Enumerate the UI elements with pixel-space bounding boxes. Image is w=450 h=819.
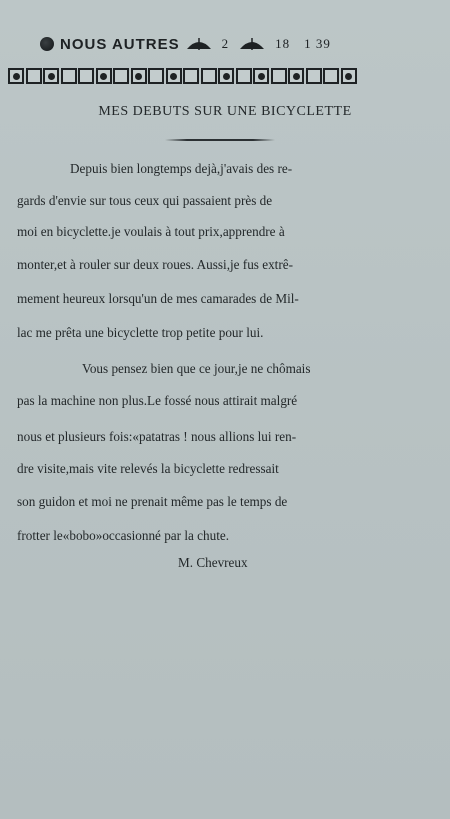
- border-dot: [13, 73, 20, 80]
- border-square: [166, 68, 182, 84]
- article-title: MES DEBUTS SUR UNE BICYCLETTE: [98, 104, 352, 119]
- bullet-logo-icon: [40, 37, 54, 51]
- article-line: dre visite,mais vite relevés la bicyclette redressait: [17, 461, 279, 476]
- issue-number: 2: [221, 36, 230, 51]
- author-signature: M. Chevreux: [178, 555, 248, 570]
- border-square: [61, 68, 77, 84]
- border-square: [26, 68, 42, 84]
- border-square: [271, 68, 287, 84]
- article-line: pas la machine non plus.Le fossé nous attirait malgré: [17, 393, 298, 408]
- article-line: lac me prêta une bicyclette trop petite pour lui.: [17, 325, 264, 340]
- article-line: moi en bicyclette.je voulais à tout prix,apprendre à: [17, 224, 285, 239]
- border-square: [183, 68, 199, 84]
- border-square: [218, 68, 234, 84]
- border-square: [78, 68, 94, 84]
- decorative-square-border: [8, 68, 357, 84]
- masthead: [40, 33, 335, 55]
- border-dot: [258, 73, 265, 80]
- masthead-title: NOUS AUTRES: [60, 35, 180, 53]
- border-dot: [48, 73, 55, 80]
- border-square: [113, 68, 129, 84]
- border-square: [253, 68, 269, 84]
- article-line: nous et plusieurs fois:«patatras ! nous allions lui ren-: [17, 429, 297, 444]
- title-underline: [165, 139, 275, 141]
- border-square: [148, 68, 164, 84]
- border-square: [323, 68, 339, 84]
- border-dot: [170, 73, 177, 80]
- article-line: monter,et à rouler sur deux roues. Aussi,je fus extrê-: [17, 257, 293, 272]
- article-line: Vous pensez bien que ce jour,je ne chômais: [82, 361, 311, 376]
- issue-day: 18: [275, 36, 291, 51]
- border-square: [201, 68, 217, 84]
- border-dot: [293, 73, 300, 80]
- border-square: [8, 68, 24, 84]
- border-square: [96, 68, 112, 84]
- article-line: mement heureux lorsqu'un de mes camarades de Mil-: [17, 291, 299, 306]
- border-dot: [100, 73, 107, 80]
- article-line: gards d'envie sur tous ceux qui passaient près de: [17, 193, 273, 208]
- border-square: [236, 68, 252, 84]
- border-square: [43, 68, 59, 84]
- umbrella-icon: [186, 37, 212, 51]
- border-square: [288, 68, 304, 84]
- umbrella-icon: [239, 37, 265, 51]
- article-line: frotter le«bobo»occasionné par la chute.: [17, 528, 230, 543]
- border-dot: [135, 73, 142, 80]
- border-square: [341, 68, 357, 84]
- border-square: [306, 68, 322, 84]
- article-line: son guidon et moi ne prenait même pas le temps de: [17, 494, 288, 509]
- issue-year: 1 39: [304, 36, 331, 51]
- border-dot: [223, 73, 230, 80]
- border-dot: [345, 73, 352, 80]
- border-square: [131, 68, 147, 84]
- article-line: Depuis bien longtemps dejà,j'avais des re-: [70, 161, 293, 176]
